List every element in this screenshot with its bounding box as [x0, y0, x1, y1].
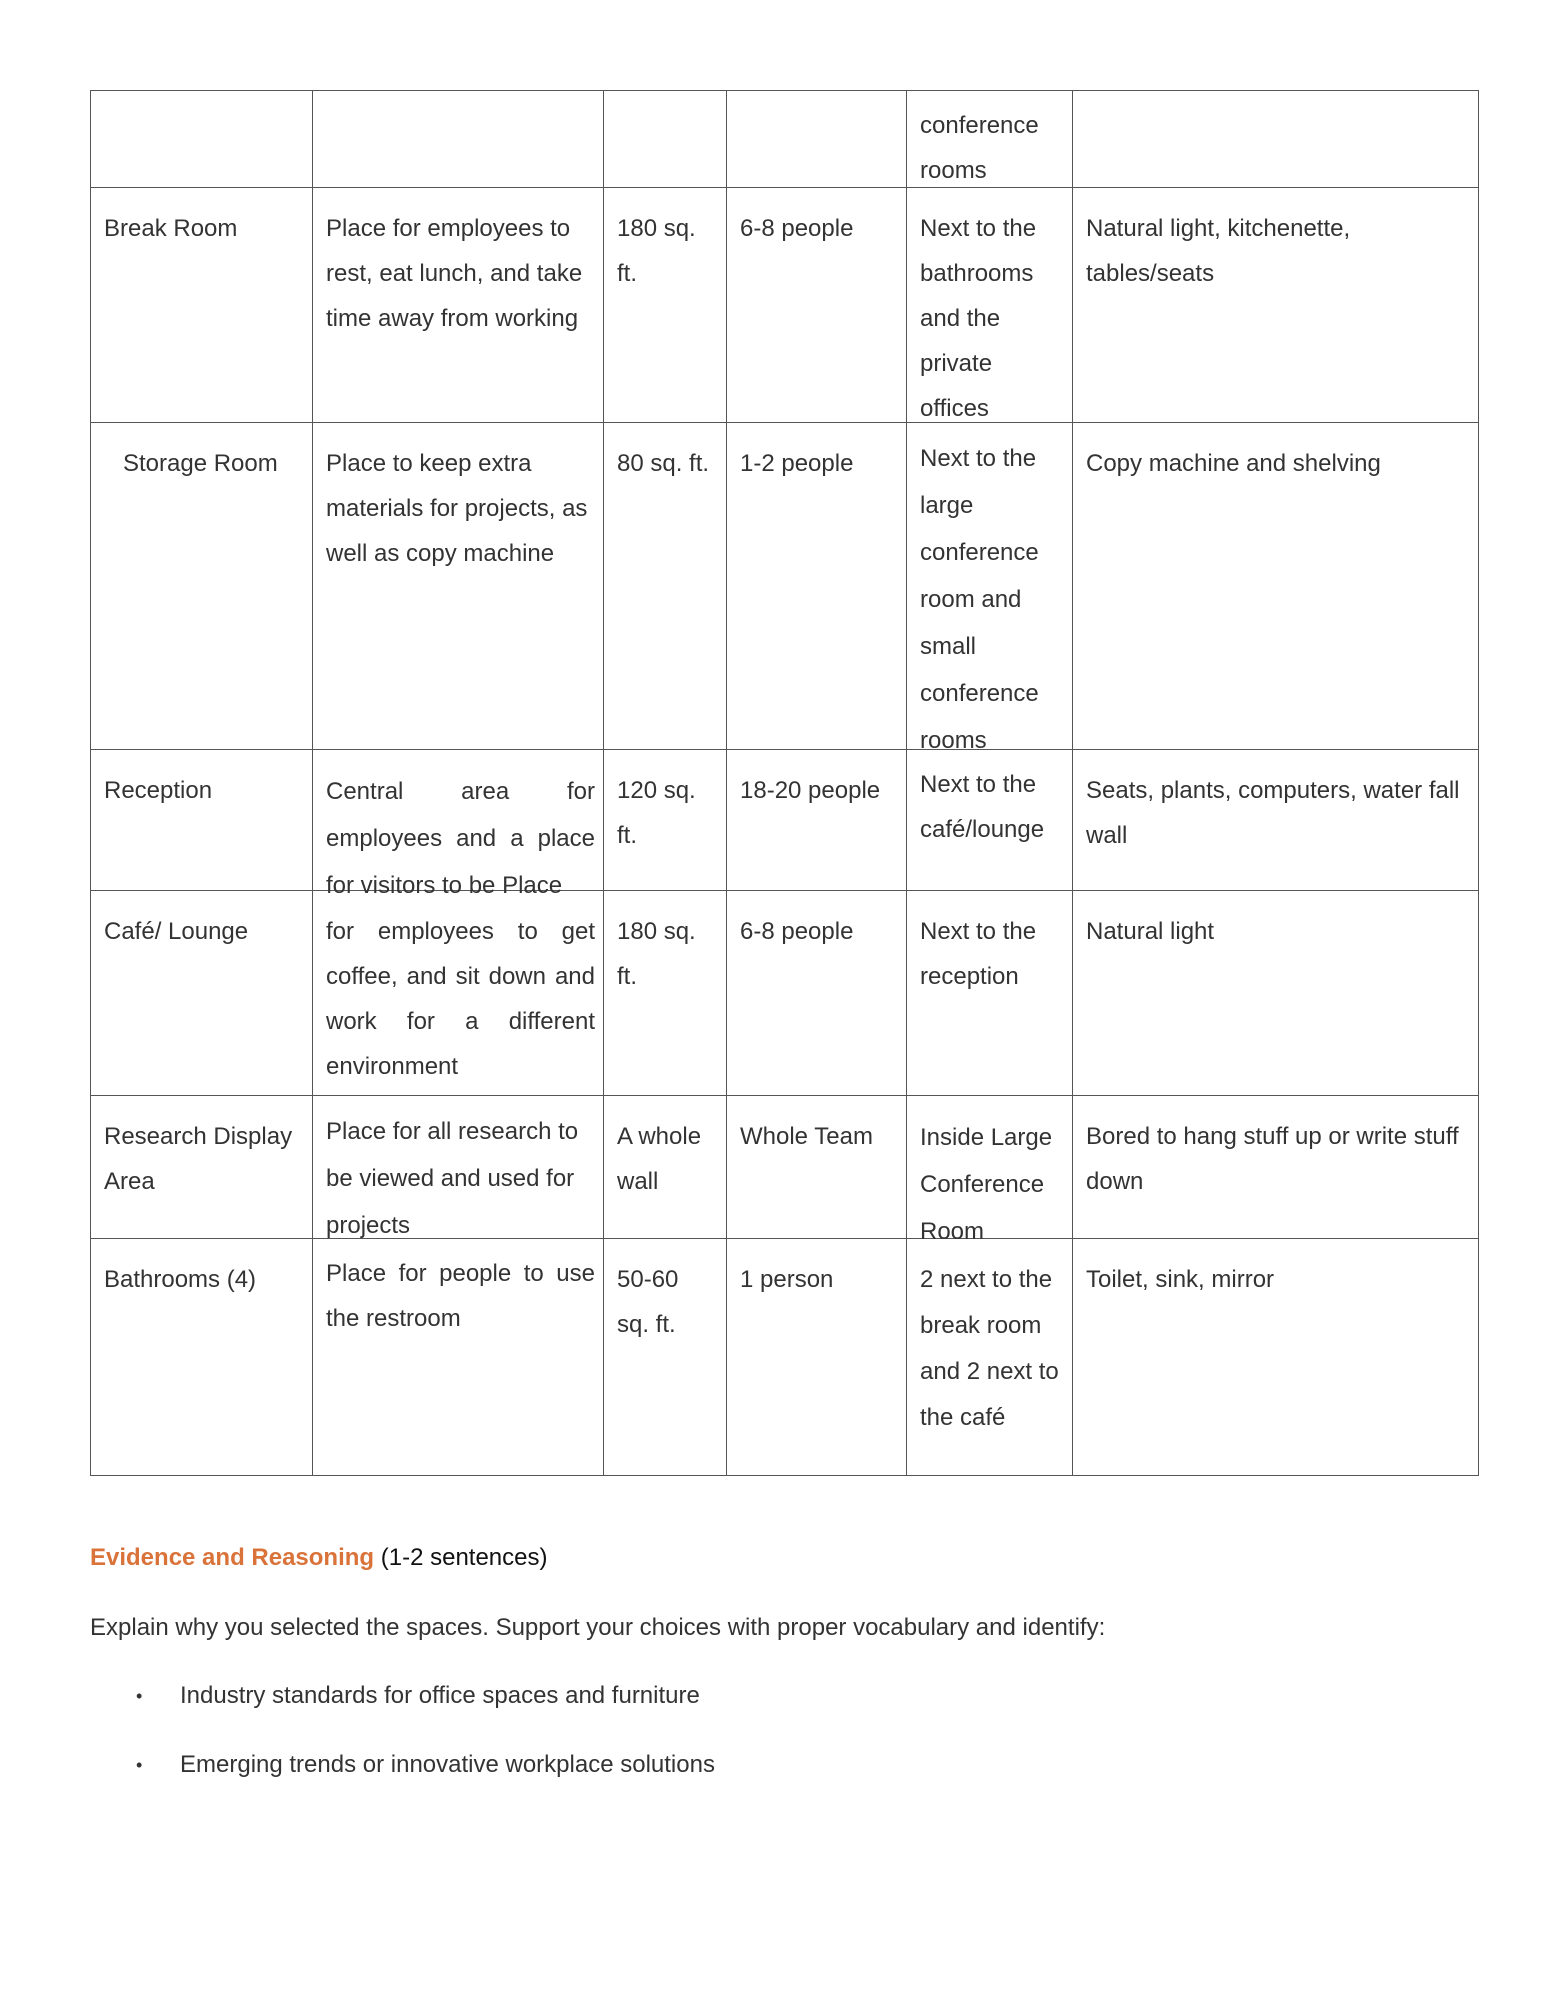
size-cell: A whole wall — [604, 1096, 727, 1239]
section-heading-title: Evidence and Reasoning — [90, 1544, 375, 1571]
occupancy-cell — [727, 91, 907, 188]
table-row — [91, 1096, 1479, 1239]
section-heading-note: (1-2 sentences) — [380, 1544, 548, 1571]
purpose-cell: Place for all research to be viewed and used for projects — [313, 1096, 604, 1239]
table — [90, 90, 1479, 1476]
features-cell: Seats, plants, computers, water fall wall — [1073, 750, 1479, 891]
list-item — [90, 1745, 1478, 1785]
purpose-cell: for employees to get coffee, and sit down and work for a different environment — [313, 891, 604, 1096]
adjacency-cell: conference rooms — [907, 91, 1073, 188]
occupancy-cell: 1-2 people — [727, 423, 907, 750]
space-cell: Café/ Lounge — [91, 891, 313, 1096]
size-cell: 120 sq. ft. — [604, 750, 727, 891]
bullet-icon: • — [136, 1755, 143, 1775]
features-cell — [1073, 91, 1479, 188]
space-cell — [91, 91, 313, 188]
purpose-cell: Place to keep extra materials for projects, as well as copy machine — [313, 423, 604, 750]
size-cell: 180 sq. ft. — [604, 188, 727, 423]
purpose-cell — [313, 91, 604, 188]
table-row — [91, 1239, 1479, 1476]
bullet-icon: • — [136, 1686, 143, 1706]
features-cell: Natural light — [1073, 891, 1479, 1096]
occupancy-cell: 6-8 people — [727, 188, 907, 423]
space-planning-table — [90, 90, 1478, 1476]
purpose-cell: Central area for employees and a place for visitors to be Place — [313, 750, 604, 891]
table-row — [91, 91, 1479, 188]
table-row — [91, 750, 1479, 891]
bullet-list — [90, 1676, 1478, 1814]
section-heading — [90, 1538, 1478, 1578]
space-cell: Reception — [91, 750, 313, 891]
table-row — [91, 423, 1479, 750]
features-cell: Natural light, kitchenette, tables/seats — [1073, 188, 1479, 423]
occupancy-cell: Whole Team — [727, 1096, 907, 1239]
adjacency-cell: Next to the large conference room and small conference rooms — [907, 423, 1073, 750]
size-cell: 180 sq. ft. — [604, 891, 727, 1096]
occupancy-cell: 6-8 people — [727, 891, 907, 1096]
features-cell: Copy machine and shelving — [1073, 423, 1479, 750]
adjacency-cell: Next to the bathrooms and the private offices — [907, 188, 1073, 423]
space-cell: Break Room — [91, 188, 313, 423]
table-row — [91, 891, 1479, 1096]
size-cell: 50-60 sq. ft. — [604, 1239, 727, 1476]
adjacency-cell: Inside Large Conference Room — [907, 1096, 1073, 1239]
purpose-cell: Place for people to use the restroom — [313, 1239, 604, 1476]
adjacency-cell: Next to the reception — [907, 891, 1073, 1096]
list-item — [90, 1676, 1478, 1716]
occupancy-cell: 1 person — [727, 1239, 907, 1476]
space-cell: Bathrooms (4) — [91, 1239, 313, 1476]
space-cell: Storage Room — [91, 423, 313, 750]
size-cell: 80 sq. ft. — [604, 423, 727, 750]
features-cell: Bored to hang stuff up or write stuff down — [1073, 1096, 1479, 1239]
section-intro: Explain why you selected the spaces. Support your choices with proper vocabulary and identify: — [90, 1614, 1106, 1641]
adjacency-cell: 2 next to the break room and 2 next to the café — [907, 1239, 1073, 1476]
list-item-text: Industry standards for office spaces and furniture — [180, 1682, 700, 1709]
size-cell — [604, 91, 727, 188]
table-row — [91, 188, 1479, 423]
purpose-cell: Place for employees to rest, eat lunch, and take time away from working — [313, 188, 604, 423]
list-item-text: Emerging trends or innovative workplace solutions — [180, 1751, 715, 1778]
adjacency-cell: Next to the café/lounge — [907, 750, 1073, 891]
occupancy-cell: 18-20 people — [727, 750, 907, 891]
space-cell: Research Display Area — [91, 1096, 313, 1239]
features-cell: Toilet, sink, mirror — [1073, 1239, 1479, 1476]
